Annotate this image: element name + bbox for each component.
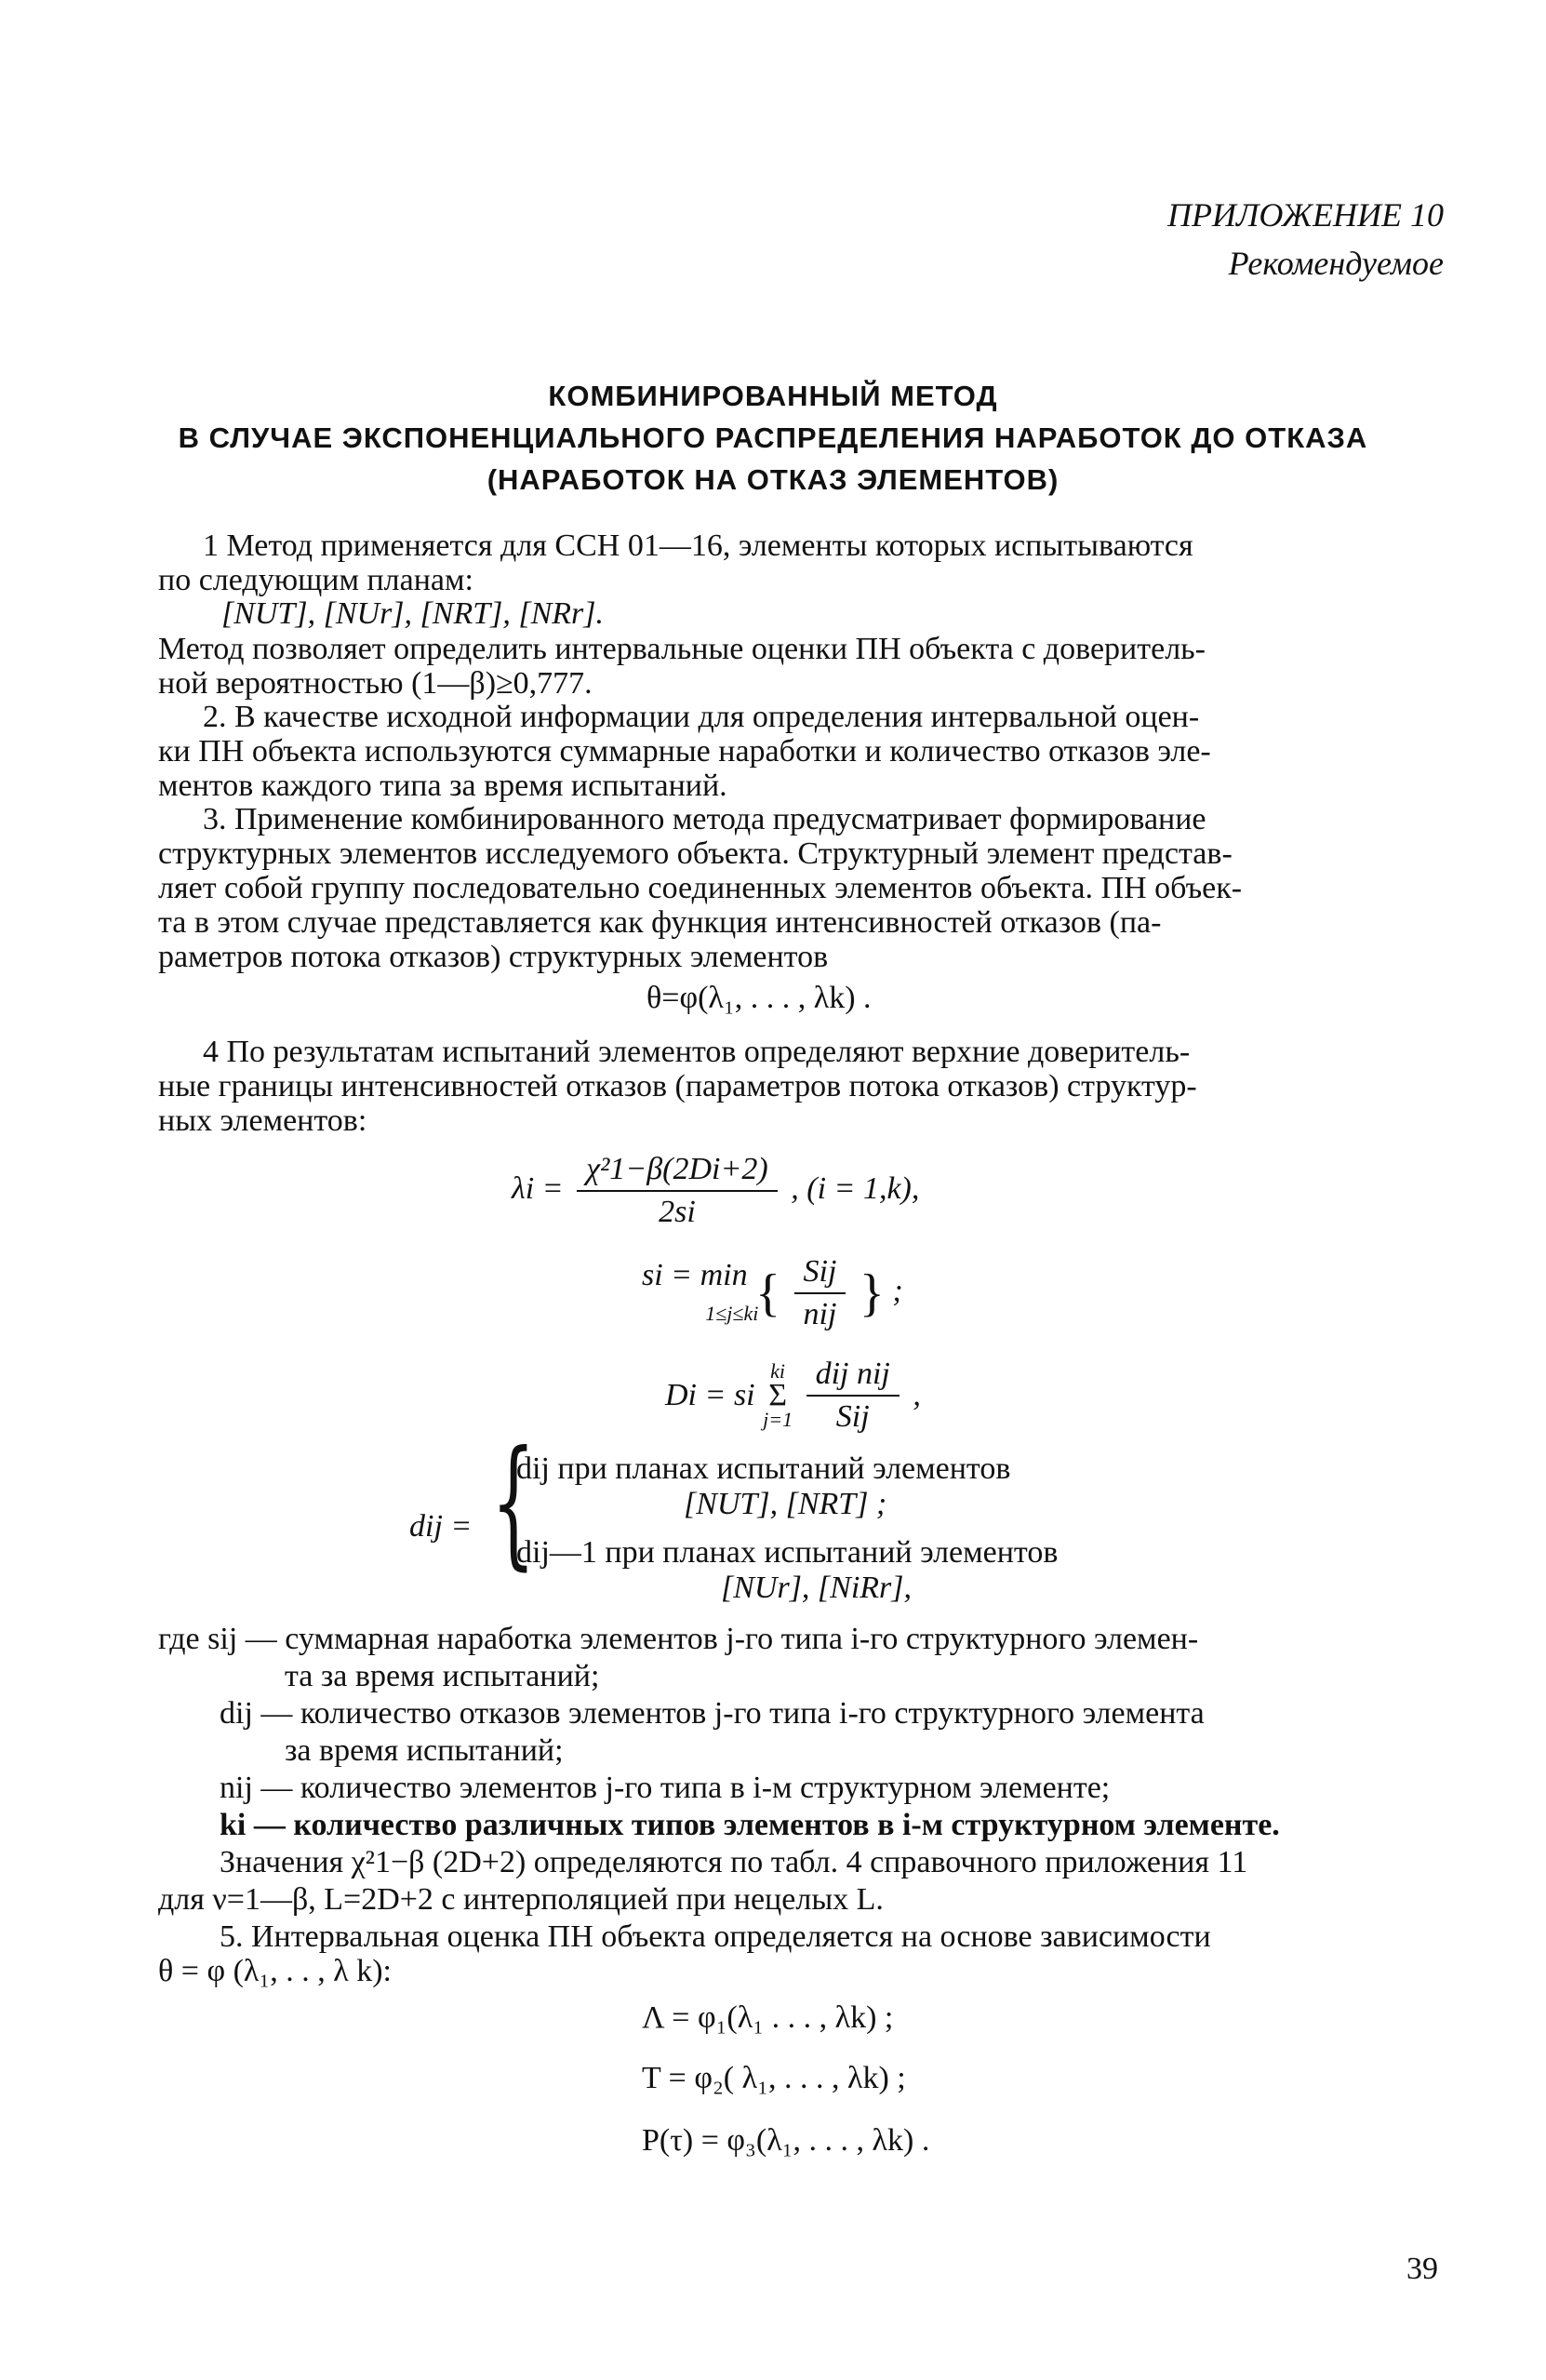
p1-line-3: Метод позволяет определить интервальные оценки ПН объекта с доверитель-: [158, 632, 1206, 666]
title-line-3: (НАРАБОТОК НА ОТКАЗ ЭЛЕМЕНТОВ): [486, 463, 1060, 496]
f3-numerator: dij nij: [806, 1354, 900, 1397]
f3-end: ,: [913, 1378, 921, 1412]
where-ki: ki — количество различных типов элементов в i-м структурном элементе.: [220, 1808, 1280, 1842]
appendix-label: ПРИЛОЖЕНИЕ 10: [1167, 196, 1444, 234]
f3-sum-sign: Σ: [768, 1378, 787, 1412]
p3-line-3: ляет собой группу последовательно соединенных элементов объекта. ПН объек-: [158, 871, 1243, 905]
p5-eq-3: P(τ) = φ₃(λ₁, . . . , λk) .: [642, 2123, 930, 2158]
d-case1-line1: dij при планах испытаний элементов: [516, 1451, 1011, 1486]
f3-denominator: Sij: [835, 1399, 870, 1434]
title-line-2: В СЛУЧАЕ ЭКСПОНЕНЦИАЛЬНОГО РАСПРЕДЕЛЕНИЯ НАРАБОТОК ДО ОТКАЗА: [178, 421, 1368, 454]
formula-lambda-upper: [512, 1149, 919, 1233]
f3-sum-top: ki: [770, 1359, 786, 1383]
f1-denominator: 2si: [659, 1195, 696, 1229]
p3-line-2: структурных элементов исследуемого объекта. Структурный элемент представ-: [158, 836, 1233, 871]
f2-end: ;: [892, 1273, 903, 1308]
where-dij-line2: за время испытаний;: [285, 1733, 564, 1768]
where-nij: nij — количество элементов j-го типа в i-м структурном элементе;: [220, 1771, 1111, 1805]
values-line2: для ν=1—β, L=2D+2 с интерполяцией при нецелых L.: [158, 1882, 884, 1917]
p5-eq-2: T = φ₂( λ₁, . . . , λk) ;: [642, 2061, 906, 2095]
d-case1-line2: [NUT], [NRT] ;: [684, 1487, 887, 1521]
p1-line-2: по следующим планам:: [158, 563, 473, 597]
f3-fraction: [806, 1354, 900, 1437]
p5-line-1: 5. Интервальная оценка ПН объекта определяется на основе зависимости: [220, 1919, 1211, 1954]
f3-sum-bottom: j=1: [763, 1408, 793, 1431]
p3-line-1: 3. Применение комбинированного метода предусматривает формирование: [203, 802, 1206, 836]
p1-plans: [NUT], [NUr], [NRT], [NRr].: [221, 596, 604, 631]
where-sij-line1: где sij — суммарная наработка элементов j-го типа i-го структурного элемен-: [158, 1622, 1199, 1656]
title-line-1: КОМБИНИРОВАННЫЙ МЕТОД: [548, 380, 998, 412]
p3-line-4: та в этом случае представляется как функция интенсивностей отказов (па-: [158, 905, 1162, 940]
appendix-status: Рекомендуемое: [1228, 245, 1444, 282]
p4-line-1: 4 По результатам испытаний элементов определяют верхние доверитель-: [203, 1035, 1191, 1069]
p3-formula: θ=φ(λ₁, . . . , λk) .: [646, 981, 872, 1015]
p1-line-4: ной вероятностью (1—β)≥0,777.: [158, 666, 593, 701]
f2-subscript: 1≤j≤ki: [705, 1302, 759, 1325]
p2-line-3: ментов каждого типа за время испытаний.: [158, 769, 727, 803]
p5-line-2: θ = φ (λ₁, . . , λ k):: [158, 1954, 392, 1988]
f2-numerator: Sij: [794, 1251, 846, 1294]
values-line1: Значения χ²1−β (2D+2) определяются по табл. 4 справочного приложения 11: [220, 1845, 1248, 1879]
d-case2-line2: [NUr], [NiRr],: [721, 1571, 913, 1605]
d-case2-line1: dij—1 при планах испытаний элементов: [516, 1535, 1059, 1570]
f2-denominator: nij: [803, 1297, 837, 1331]
d-lhs: dij =: [409, 1509, 473, 1544]
where-sij-line2: та за время испытаний;: [285, 1659, 600, 1693]
p2-line-2: ки ПН объекта используются суммарные наработки и количество отказов эле-: [158, 734, 1211, 769]
f1-range: , (i = 1,k),: [791, 1170, 920, 1206]
f1-lhs: λi =: [512, 1170, 564, 1206]
p1-line-1: 1 Метод применяется для ССН 01—16, элементы которых испытываются: [203, 528, 1193, 563]
left-brace: {: [491, 1422, 536, 1584]
formula-s-min: si = min 1≤j≤ki { $\frac{\text{Sij}}{\text{nij}}$ } ;: [642, 1251, 903, 1335]
f3-lhs: Di = si: [665, 1378, 755, 1412]
p4-line-2: ные границы интенсивностей отказов (параметров потока отказов) структур-: [158, 1069, 1197, 1103]
page-number: 39: [1406, 2252, 1438, 2286]
f2-fraction: [794, 1251, 846, 1335]
p2-line-1: 2. В качестве исходной информации для определения интервальной оцен-: [203, 700, 1200, 734]
f2-lhs: si = min: [642, 1258, 748, 1292]
f1-fraction: [577, 1149, 778, 1233]
p3-line-5: раметров потока отказов) структурных элементов: [158, 940, 829, 974]
f1-numerator: χ²1−β(2Di+2): [577, 1149, 778, 1192]
formula-D-sum: [665, 1354, 921, 1437]
where-dij-line1: dij — количество отказов элементов j-го типа i-го структурного элемента: [220, 1696, 1205, 1731]
p4-line-3: ных элементов:: [158, 1103, 367, 1138]
p5-eq-1: Λ = φ₁(λ₁ . . . , λk) ;: [642, 2000, 894, 2035]
